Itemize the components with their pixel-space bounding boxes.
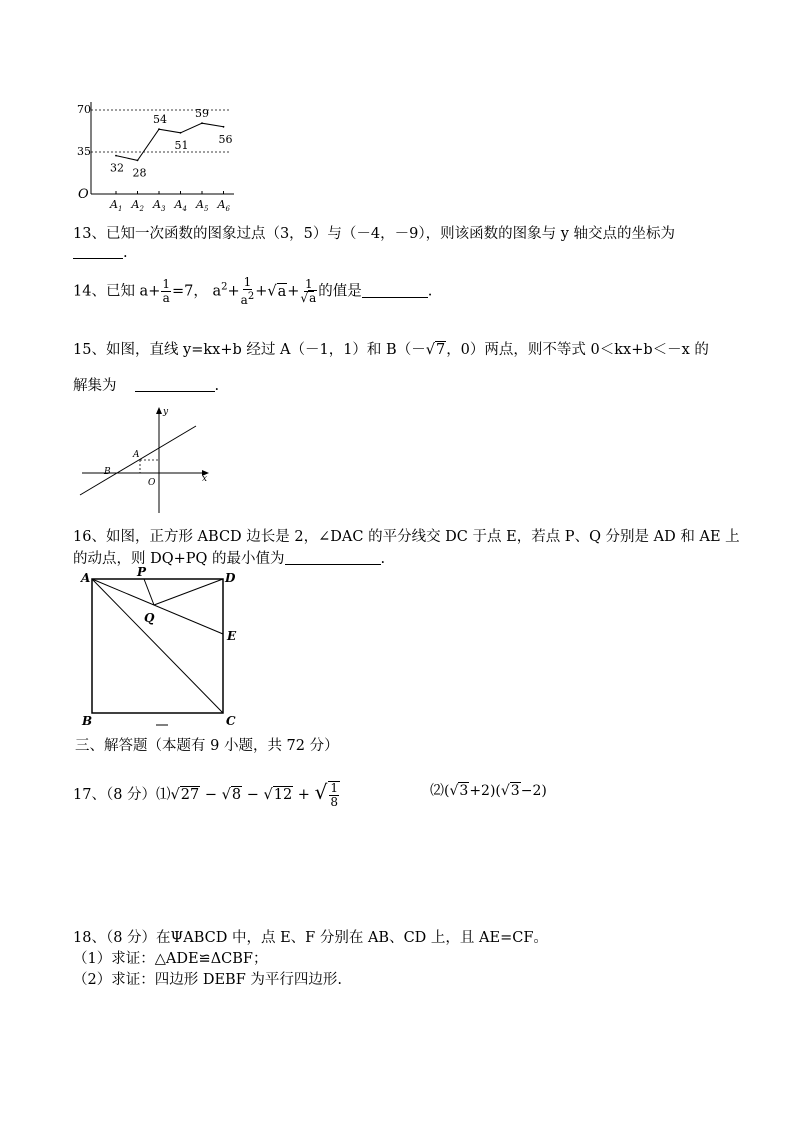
q15-answer-blank[interactable] [135,377,215,392]
question-18-part2: （2）求证：四边形 DEBF 为平行四边形. [73,972,342,988]
segment-dq [154,579,223,605]
fig15-label-x: x [202,474,208,484]
data-label: 54 [153,113,167,127]
q13-answer-blank[interactable] [73,244,123,259]
q14-frac-3: $\frac{1}{√a}$ [300,277,317,305]
fig15-line [80,426,196,495]
question-16: 16、如图，正方形 ABCD 边长是 2，∠DAC 的平分线交 DC 于点 E，若点 P、Q 分别是 AD 和 AE 上 [73,529,740,545]
data-label: 51 [174,138,189,152]
x-tick-label: $A_4$ [174,198,187,213]
q13-text: 13、已知一次函数的图象过点（3，5）与（－4，－9），则该函数的图象与 y 轴交点的坐标为 [73,226,676,242]
q14-frac-1: $\frac{1}{a}$ [162,277,170,305]
data-label: 56 [218,132,233,146]
fig16-label-b: B [82,714,93,728]
section-3-heading: 三、解答题（本题有 9 小题，共 72 分） [75,738,339,754]
diagonal-ac [92,579,223,713]
x-tick-label: $A_5$ [196,198,209,213]
q16-answer-blank[interactable] [285,550,381,565]
data-point [115,155,117,157]
q14-sqrt: √a [267,283,287,300]
fig16-label-c: C [226,714,236,728]
question-18: 18、（8 分）在ΨABCD 中，点 E、F 分别在 AB、CD 上，且 AE=CF。 [73,930,548,946]
origin-label: O [78,187,89,202]
q14-answer-blank[interactable] [362,283,428,298]
y-tick-35: 35 [77,145,91,158]
question-14: 14、已知 a+ $\frac{1}{a}$ =7， $a^2+$ $\frac{1}{a^2}$ +√a+ $\frac{1}{√a}$ 的值是 . [73,275,433,307]
fig16-label-a: A [81,571,91,585]
question-16-cont: 的动点，则 DQ+PQ 的最小值为 . [73,551,386,567]
fig15-label-b: B [104,467,111,477]
line-chart [70,98,240,213]
q14-prefix: 14、已知 a+ [73,283,161,300]
fig16-label-d: D [225,571,236,585]
x-tick-label: $A_6$ [217,198,230,213]
fig15-y-arrow [156,407,162,414]
question-13-cont [73,244,128,261]
question-15: 15、如图，直线 y=kx+b 经过 A（－1，1）和 B（－√7，0）两点，则不等式 0＜kx+b＜－x 的 [73,342,709,358]
segment-ae [92,579,223,634]
square-figure [76,565,251,733]
data-point [158,128,160,130]
question-17-part2: ⑵(√3+2)(√3−2) [430,783,547,799]
data-point [137,160,139,162]
fig16-label-p: P [137,565,147,579]
fig16-label-q: Q [144,611,155,625]
fig15-label-y: y [163,407,169,417]
x-tick-label: $A_1$ [110,198,123,213]
q13-end: . [123,245,128,261]
series-line [116,123,224,160]
q14-frac-2: $\frac{1}{a^2}$ [240,275,255,307]
question-18-part1: （1）求证：△ADE≌ΔCBF； [73,951,268,967]
data-label: 59 [195,107,209,121]
question-17: 17、（8 分）⑴√27 − √8 − √12 + √ $\frac{1}{8}$ [73,780,338,809]
fig15-label-a: A [133,450,140,460]
fig16-label-e: E [227,629,237,643]
data-point [223,126,225,128]
question-13 [73,222,675,243]
x-tick-label: $A_3$ [153,198,166,213]
fig15-label-o: O [148,478,156,488]
data-label: 28 [132,166,147,180]
x-tick-label: $A_2$ [131,198,144,213]
data-label: 32 [110,161,124,175]
question-15-cont: 解集为 . [73,378,220,394]
data-point [201,122,203,124]
data-point [180,132,182,134]
y-tick-70: 70 [77,103,91,116]
q17-frac: $\frac{1}{8}$ [330,781,338,809]
coordinate-figure [76,405,216,515]
